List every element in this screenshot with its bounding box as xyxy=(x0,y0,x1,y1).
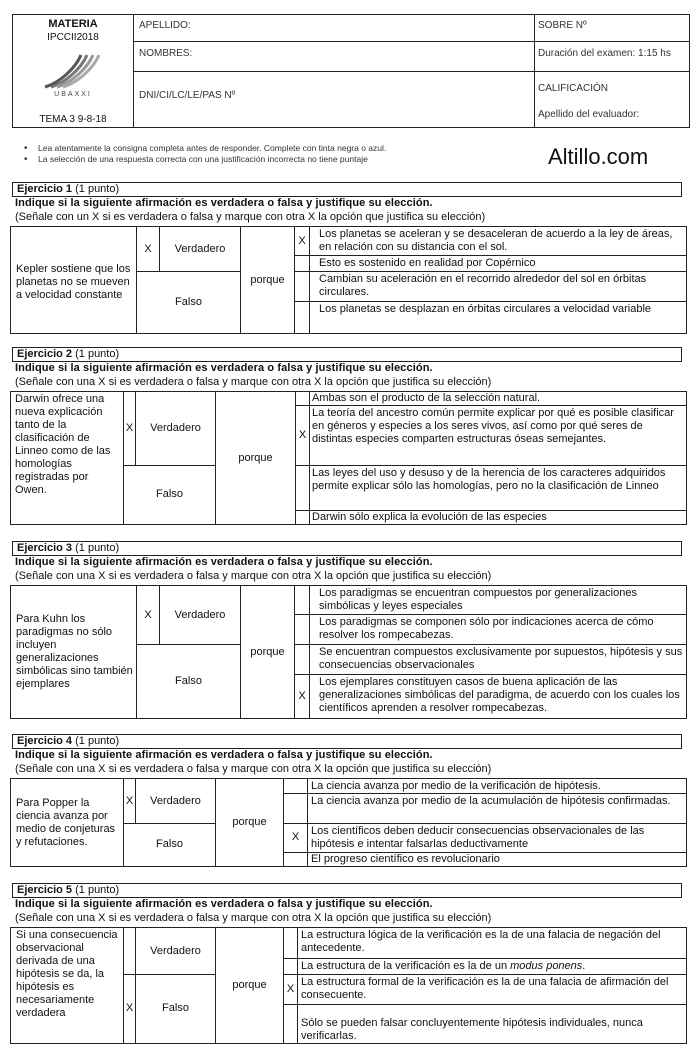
exercise-points: (1 punto) xyxy=(75,183,120,195)
instruction-note: (Señale con un X si es verdadera o falsa y marque con otra X la opción que justifica su elección) xyxy=(15,211,486,223)
exam-duration: Duración del examen: 1:15 hs xyxy=(538,48,671,59)
exercise-statement: Si una consecuencia observacional derivada de una hipótesis se da, la hipótesis es necesariamente verdadera xyxy=(16,929,118,1019)
exercise-statement: Kepler sostiene que los planetas no se mueven a velocidad constante xyxy=(16,262,131,301)
option-4[interactable]: Darwin sólo explica la evolución de las especies xyxy=(312,511,547,523)
exercise-2-title xyxy=(12,347,682,362)
option-2-text: La estructura de la verificación es la de un xyxy=(301,960,508,972)
option-2[interactable]: La teoría del ancestro común permite explicar por qué es posible clasificar en géneros y especies a los seres vivos, así como por qué seres de distintas especies comparten estructuras óseas semejantes. xyxy=(312,407,674,445)
option-3[interactable]: Los científicos deben deducir consecuencias observacionales de las hipótesis e intentar falsarlas deductivamente xyxy=(311,825,645,850)
note-item: • La selección de una respuesta correcta con una justificación incorrecta no tiene puntaje xyxy=(38,154,386,165)
watermark-text: Altillo.com xyxy=(548,144,649,169)
option-2[interactable]: Esto es sostenido en realidad por Copérnico xyxy=(319,257,536,269)
exercise-2-table xyxy=(10,391,687,525)
option-3[interactable]: Se encuentran compuestos exclusivamente por supuestos, hipótesis y sus consecuencias observacionales xyxy=(319,646,683,671)
instruction-bold: Indique si la siguiente afirmación es verdadera o falsa y justifique su elección. xyxy=(15,362,433,374)
option-3[interactable]: Cambian su aceleración en el recorrido alrededor del sol en órbitas circulares. xyxy=(319,273,647,298)
option-3[interactable]: La estructura formal de la verificación es la de una falacia de afirmación del consecuente. xyxy=(301,976,669,1001)
exam-theme-date: TEMA 3 9-8-18 xyxy=(39,114,107,125)
option-4[interactable]: Sólo se pueden falsar concluyentemente hipótesis individuales, nunca verificarlas. xyxy=(301,1017,643,1042)
true-option[interactable]: Verdadero xyxy=(174,608,226,621)
instruction-bold: Indique si la siguiente afirmación es verdadera o falsa y justifique su elección. xyxy=(15,898,433,910)
option-2[interactable] xyxy=(301,960,685,973)
exercise-statement: Darwin ofrece una nueva explicación tanto de la clasificación de Linneo como de las homologías registradas por Owen. xyxy=(15,393,111,496)
sobre-field[interactable]: SOBRE Nº xyxy=(538,20,587,31)
exercise-3-title xyxy=(12,541,682,556)
false-option[interactable]: Falso xyxy=(156,838,183,850)
subject-label: MATERIA xyxy=(48,18,98,30)
exercise-title: Ejercicio 3 xyxy=(17,542,73,554)
instruction-bold: Indique si la siguiente afirmación es verdadera o falsa y justifique su elección. xyxy=(15,749,433,761)
nombres-field[interactable]: NOMBRES: xyxy=(139,48,193,59)
option-4[interactable]: Los ejemplares constituyen casos de buena aplicación de las generalizaciones simbólicas del paradigma, de acuerdo con los cuales los científicos aprenden a resolver rompecabezas. xyxy=(319,676,680,714)
porque-label: porque xyxy=(238,451,273,464)
true-mark[interactable]: X xyxy=(125,794,134,807)
exercise-title: Ejercicio 5 xyxy=(17,884,73,896)
false-option[interactable]: Falso xyxy=(156,488,183,500)
exercise-points: (1 punto) xyxy=(75,735,120,747)
option-2[interactable]: La ciencia avanza por medio de la acumulación de hipótesis confirmadas. xyxy=(311,795,671,807)
exercise-1-table xyxy=(10,226,687,334)
option-2-italic: modus ponens xyxy=(510,960,583,972)
option-mark[interactable]: X xyxy=(286,982,295,995)
note-item: • Lea atentamente la consigna completa antes de responder. Complete con tinta negra o azul. xyxy=(38,143,386,154)
exercise-statement: Para Kuhn los paradigmas no sólo incluyen generalizaciones simbólicas sino también ejemplares xyxy=(16,613,133,690)
exercise-points: (1 punto) xyxy=(75,542,120,554)
instruction-note: (Señale con una X si es verdadera o falsa y marque con otra X la opción que justifica su elección) xyxy=(15,570,492,582)
instruction-bold: Indique si la siguiente afirmación es verdadera o falsa y justifique su elección. xyxy=(15,197,433,209)
exercise-5-table xyxy=(10,927,687,1044)
option-1[interactable]: Ambas son el producto de la selección natural. xyxy=(312,392,541,404)
option-3[interactable]: Las leyes del uso y desuso y de la herencia de los caracteres adquiridos permite explicar sólo las homologías, pero no la clasificación de Linneo xyxy=(312,467,666,492)
option-1[interactable]: La ciencia avanza por medio de la verificación de hipótesis. xyxy=(311,780,601,792)
false-option[interactable]: Falso xyxy=(162,1002,189,1014)
dni-field[interactable]: DNI/CI/LC/LE/PAS Nº xyxy=(139,90,236,101)
ubaxxi-logo-icon xyxy=(43,53,103,89)
logo-text: UBAXXI xyxy=(54,91,92,98)
true-option[interactable]: Verdadero xyxy=(150,944,201,957)
exam-notes xyxy=(38,143,386,165)
option-mark[interactable]: X xyxy=(298,234,306,247)
subject-code: IPCCII2018 xyxy=(47,32,99,43)
option-2[interactable]: Los paradigmas se componen sólo por indicaciones acerca de cómo resolver los rompecabezas. xyxy=(319,616,654,641)
true-option[interactable]: Verdadero xyxy=(150,794,201,807)
option-mark[interactable]: X xyxy=(298,428,307,441)
option-4[interactable]: El progreso científico es revolucionario xyxy=(311,853,500,865)
exercise-title: Ejercicio 2 xyxy=(17,348,73,360)
grade-field[interactable]: CALIFICACIÓN xyxy=(538,83,609,94)
porque-label: porque xyxy=(232,979,267,991)
exercise-4-title xyxy=(12,734,682,749)
evaluator-field[interactable]: Apellido del evaluador: xyxy=(538,109,640,120)
exercise-title: Ejercicio 1 xyxy=(17,183,73,195)
option-1[interactable]: La estructura lógica de la verificación es la de una falacia de negación del antecedente. xyxy=(301,929,661,954)
true-option[interactable]: Verdadero xyxy=(150,422,201,434)
true-mark[interactable]: X xyxy=(144,608,152,621)
true-mark[interactable]: X xyxy=(144,242,152,255)
exercise-title: Ejercicio 4 xyxy=(17,735,73,747)
option-1[interactable]: Los paradigmas se encuentran compuestos por generalizaciones simbólicas y leyes especiales xyxy=(319,587,637,612)
true-mark[interactable]: X xyxy=(125,422,134,434)
porque-label: porque xyxy=(250,273,285,286)
porque-label: porque xyxy=(232,816,267,828)
exercise-3-table xyxy=(10,585,687,719)
option-4[interactable]: Los planetas se desplazan en órbitas circulares a velocidad variable xyxy=(319,303,652,315)
exam-header xyxy=(12,14,690,128)
option-1[interactable]: Los planetas se aceleran y se desaceleran de acuerdo a la ley de áreas, en relación con su distancia con el sol. xyxy=(319,228,673,253)
exercise-5-title xyxy=(12,883,682,898)
apellido-field[interactable]: APELLIDO: xyxy=(139,20,191,31)
instruction-bold: Indique si la siguiente afirmación es verdadera o falsa y justifique su elección. xyxy=(15,556,433,568)
exercise-4-table xyxy=(10,778,687,867)
exercise-points: (1 punto) xyxy=(75,884,120,896)
instruction-note: (Señale con una X si es verdadera o falsa y marque con otra X la opción que justifica su elección) xyxy=(15,912,492,924)
false-option[interactable]: Falso xyxy=(175,295,202,308)
exercise-points: (1 punto) xyxy=(75,348,120,360)
false-option[interactable]: Falso xyxy=(175,674,202,687)
option-mark[interactable]: X xyxy=(291,831,300,843)
exercise-1-title xyxy=(12,182,682,197)
option-mark[interactable]: X xyxy=(298,689,306,702)
porque-label: porque xyxy=(250,645,285,658)
option-2-end: . xyxy=(582,960,586,972)
instruction-note: (Señale con una X si es verdadera o falsa y marque con otra X la opción que justifica su elección) xyxy=(15,376,492,388)
instruction-note: (Señale con una X si es verdadera o falsa y marque con otra X la opción que justifica su elección) xyxy=(15,763,492,775)
true-option[interactable]: Verdadero xyxy=(174,242,226,255)
false-mark[interactable]: X xyxy=(125,1002,134,1014)
exercise-statement: Para Popper la ciencia avanza por medio de conjeturas y refutaciones. xyxy=(16,796,116,848)
